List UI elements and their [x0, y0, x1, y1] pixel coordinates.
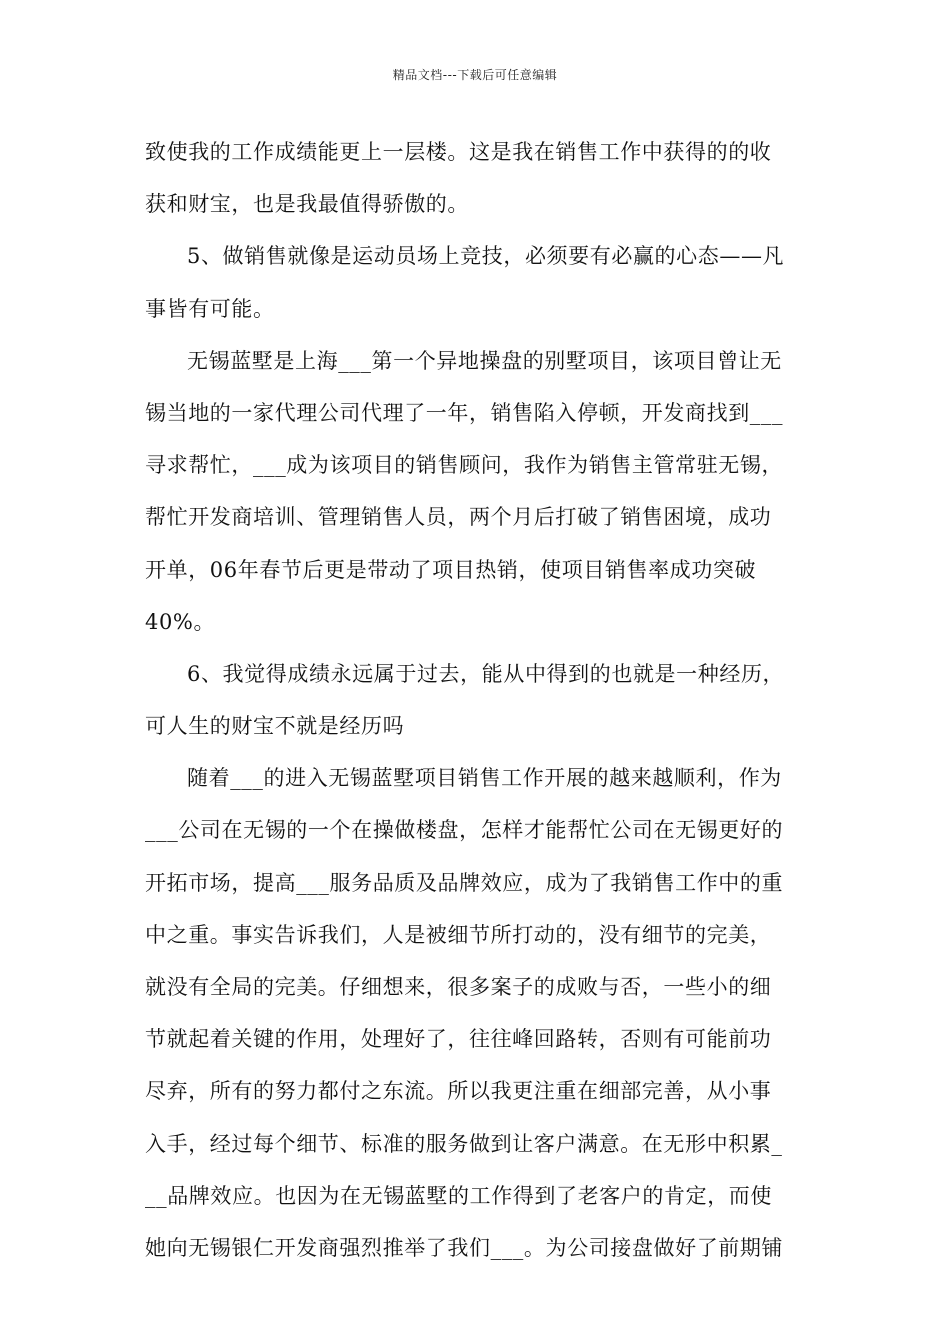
text-line: 5、做销售就像是运动员场上竞技，必须要有必赢的心态——凡 [187, 244, 785, 269]
text-line: 无锡蓝墅是上海___第一个异地操盘的别墅项目，该项目曾让无 [187, 348, 782, 373]
document-body [145, 130, 810, 1278]
text-line: 获和财宝，也是我最值得骄傲的。 [145, 192, 469, 217]
text-line: 她向无锡银仁开发商强烈推举了我们___。为公司接盘做好了前期铺 [145, 1235, 784, 1260]
text-line: 事皆有可能。 [145, 296, 275, 321]
text-line: __品牌效应。也因为在无锡蓝墅的工作得到了老客户的肯定，而使 [145, 1183, 772, 1208]
text-line: 节就起着关键的作用，处理好了，往往峰回路转，否则有可能前功 [145, 1027, 772, 1052]
text-line: 开拓市场，提高___服务品质及品牌效应，成为了我销售工作中的重 [145, 870, 784, 895]
text-line: 尽弃，所有的努力都付之东流。所以我更注重在细部完善，从小事 [145, 1079, 772, 1104]
text-line: 随着___的进入无锡蓝墅项目销售工作开展的越来越顺利，作为 [187, 766, 782, 791]
text-line: 帮忙开发商培训、管理销售人员，两个月后打破了销售困境，成功 [145, 505, 772, 530]
text-line: 40%。 [145, 609, 216, 634]
text-line: 寻求帮忙，___成为该项目的销售顾问，我作为销售主管常驻无锡， [145, 453, 784, 478]
text-line: 就没有全局的完美。仔细想来，很多案子的成败与否，一些小的细 [145, 975, 772, 999]
text-line: 致使我的工作成绩能更上一层楼。这是我在销售工作中获得的的收 [145, 140, 772, 164]
page-header: 精品文档---下载后可任意编辑 [392, 68, 558, 82]
text-line: 入手，经过每个细节、标准的服务做到让客户满意。在无形中积累_ [145, 1131, 783, 1156]
text-line: 锡当地的一家代理公司代理了一年，销售陷入停顿，开发商找到___ [145, 400, 784, 425]
text-line: 6、我觉得成绩永远属于过去，能从中得到的也就是一种经历， [187, 661, 785, 686]
text-line: 可人生的财宝不就是经历吗 [145, 714, 405, 739]
text-line: 中之重。事实告诉我们，人是被细节所打动的，没有细节的完美， [145, 922, 772, 947]
text-line: ___公司在无锡的一个在操做楼盘，怎样才能帮忙公司在无锡更好的 [145, 818, 784, 843]
text-line: 开单，06年春节后更是带动了项目热销，使项目销售率成功突破 [145, 557, 757, 582]
